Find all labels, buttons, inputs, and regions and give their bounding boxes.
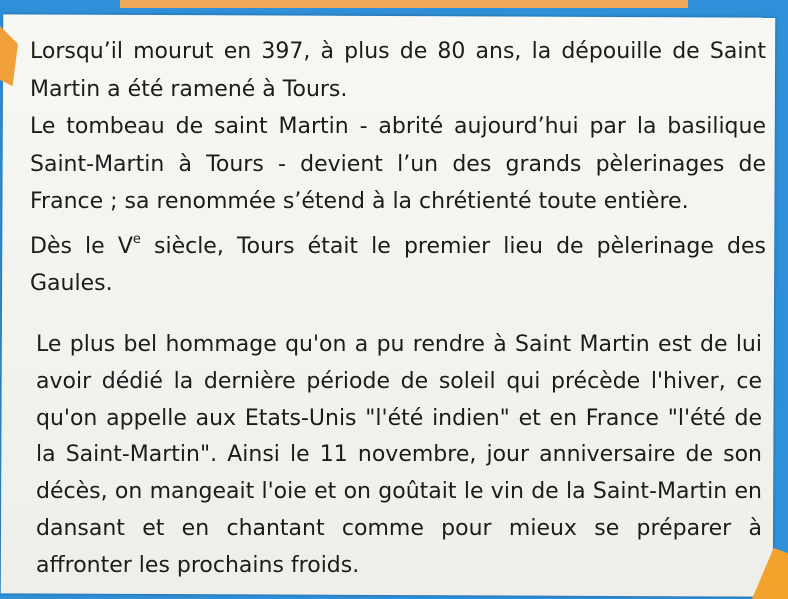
paragraph-3-text-end: siècle, Tours était le premier lieu de pèlerinage des: [140, 233, 766, 259]
paragraph-4-line-4: la Saint-Martin". Ainsi le 11 novembre, jour anniversaire de son: [36, 442, 762, 468]
paragraph-3-text-start: Dès le V: [30, 233, 133, 259]
paragraph-3-line-1: [30, 221, 766, 266]
paragraph-4-line-7: affronter les prochains froids.: [36, 552, 360, 578]
paragraph-4-line-1: Le plus bel hommage qu'on a pu rendre à Saint Martin est de lui: [36, 332, 762, 357]
paragraph-1-line-2: Martin a été ramené à Tours.: [30, 76, 348, 102]
orange-paper-edge: [120, 0, 688, 8]
paragraph-4-line-3: qu'on appelle aux Etats-Unis "l'été indien" et en France "l'été de: [36, 405, 762, 431]
paragraph-2-line-3: France ; sa renommée s’étend à la chrétienté toute entière.: [30, 189, 689, 214]
paragraph-4-line-2: avoir dédié la dernière période de soleil qui précède l'hiver, ce: [36, 368, 762, 394]
notice-text-lower: [36, 327, 762, 585]
paragraph-4-line-5: décès, on mangeait l'oie et on goûtait le vin de la Saint-Martin en: [36, 479, 762, 505]
paragraph-2-line-2: Saint-Martin à Tours - devient l’un des grands pèlerinages de: [30, 151, 766, 177]
paragraph-3-line-2: Gaules.: [30, 271, 113, 296]
superscript-e: e: [132, 231, 141, 247]
paragraph-4-line-6: dansant et en chantant comme pour mieux se préparer à: [36, 515, 762, 541]
paragraph-2-line-1: Le tombeau de saint Martin - abrité aujourd’hui par la basilique: [30, 114, 766, 139]
notice-text-upper: [30, 33, 766, 303]
paragraph-1-line-1: Lorsqu’il mourut en 397, à plus de 80 ans, la dépouille de Saint: [30, 39, 766, 64]
